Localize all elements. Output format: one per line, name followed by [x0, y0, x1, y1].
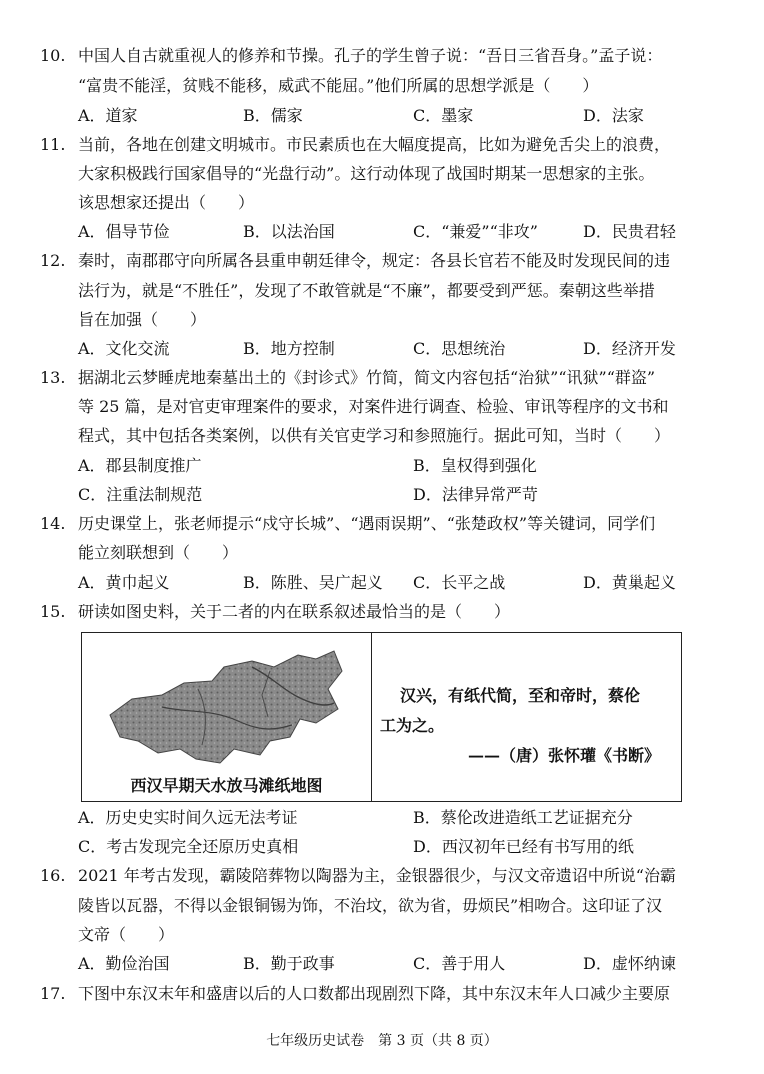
q11-number: 11.: [40, 135, 66, 154]
figure-divider: [371, 633, 372, 801]
q10-option-d: D．法家: [583, 106, 644, 125]
q11-option-a: A．倡导节俭: [78, 222, 170, 241]
q16-option-b: B．勤于政事: [243, 954, 335, 973]
q13-number: 13.: [40, 368, 66, 387]
q12-option-c: C．思想统治: [413, 339, 506, 358]
q16-line-2: 陵皆以瓦器，不得以金银铜锡为饰，不治坟，欲为省，毋烦民”相吻合。这印证了汉: [78, 896, 663, 915]
q14-line-2: 能立刻联想到（ ）: [78, 543, 239, 562]
q12-line-2: 法行为，就是“不胜任”，发现了不敢管就是“不廉”，都要受到严惩。秦朝这些举措: [78, 281, 655, 300]
q13-line-2: 等 25 篇，是对官吏审理案件的要求，对案件进行调查、检验、审讯等程序的文书和: [78, 397, 669, 416]
q12-line-3: 旨在加强（ ）: [78, 310, 207, 329]
q10-option-c: C．墨家: [413, 106, 474, 125]
q12-option-d: D．经济开发: [583, 339, 676, 358]
q17-line-1: 下图中东汉末年和盛唐以后的人口数都出现剧烈下降，其中东汉末年人口减少主要原: [78, 984, 671, 1003]
q16-option-c: C．善于用人: [413, 954, 506, 973]
q13-option-c: C．注重法制规范: [78, 485, 203, 504]
q16-line-3: 文帝（ ）: [78, 925, 175, 944]
q15-option-b: B．蔡伦改进造纸工艺证据充分: [413, 808, 633, 827]
q11-line-1: 当前，各地在创建文明城市。市民素质也在大幅度提高，比如为避免舌尖上的浪费，: [78, 135, 671, 154]
quote-line-1: 汉兴，有纸代简，至和帝时，蔡伦: [400, 686, 641, 705]
q17-number: 17.: [40, 984, 66, 1003]
q10-line-1: 中国人自古就重视人的修养和节操。孔子的学生曾子说：“吾日三省吾身。”孟子说：: [78, 46, 663, 65]
q14-number: 14.: [40, 514, 66, 533]
q13-option-b: B．皇权得到强化: [413, 456, 537, 475]
q13-option-d: D．法律异常严苛: [413, 485, 538, 504]
q10-line-2: “富贵不能淫，贫贱不能移，威武不能屈。”他们所属的思想学派是（ ）: [78, 76, 599, 95]
q14-option-a: A．黄巾起义: [78, 573, 170, 592]
q16-option-a: A．勤俭治国: [78, 954, 170, 973]
q11-line-2: 大家积极践行国家倡导的“光盘行动”。这行动体现了战国时期某一思想家的主张。: [78, 164, 655, 183]
q14-option-b: B．陈胜、吴广起义: [243, 573, 383, 592]
q13-line-1: 据湖北云梦睡虎地秦墓出土的《封诊式》竹简，简文内容包括“治狱”“讯狱”“群盗”: [78, 368, 656, 387]
quote-attribution: ——（唐）张怀瓘《书断》: [468, 746, 661, 765]
q12-number: 12.: [40, 251, 66, 270]
q16-number: 16.: [40, 866, 66, 885]
q11-option-d: D．民贵君轻: [583, 222, 676, 241]
source-material-figure: [81, 632, 682, 802]
q13-line-3: 程式，其中包括各类案例，以供有关官吏学习和参照施行。据此可知，当时（ ）: [78, 426, 671, 445]
page-footer: 七年级历史试卷 第 3 页（共 8 页）: [266, 1033, 498, 1049]
quote-line-2: 工为之。: [380, 716, 445, 735]
q16-option-d: D．虚怀纳谏: [583, 954, 676, 973]
q16-line-1: 2021 年考古发现，霸陵陪葬物以陶器为主，金银器很少，与汉文帝遗诏中所说“治霸: [78, 866, 676, 885]
q12-option-b: B．地方控制: [243, 339, 335, 358]
q12-option-a: A．文化交流: [78, 339, 170, 358]
q11-option-c: C．“兼爱”“非攻”: [413, 222, 538, 241]
q14-line-1: 历史课堂上，张老师提示“戍守长城”、“遇雨误期”、“张楚政权”等关键词，同学们: [78, 514, 656, 533]
q12-line-1: 秦时，南郡郡守向所属各县重申朝廷律令，规定：各县长官若不能及时发现民间的违: [78, 251, 671, 270]
q15-option-d: D．西汉初年已经有书写用的纸: [413, 837, 634, 856]
figure-caption: 西汉早期天水放马滩纸地图: [130, 776, 323, 795]
q15-option-a: A．历史史实时间久远无法考证: [78, 808, 298, 827]
q11-line-3: 该思想家还提出（ ）: [78, 193, 255, 212]
q15-line-1: 研读如图史料，关于二者的内在联系叙述最恰当的是（ ）: [78, 602, 511, 621]
q10-option-b: B．儒家: [243, 106, 303, 125]
q14-option-c: C．长平之战: [413, 573, 506, 592]
paper-map-image: [102, 637, 352, 769]
q15-option-c: C．考古发现完全还原历史真相: [78, 837, 299, 856]
q11-option-b: B．以法治国: [243, 222, 335, 241]
q10-option-a: A．道家: [78, 106, 138, 125]
q15-number: 15.: [40, 602, 66, 621]
q13-option-a: A．郡县制度推广: [78, 456, 202, 475]
q10-number: 10.: [40, 46, 66, 65]
q14-option-d: D．黄巢起义: [583, 573, 676, 592]
